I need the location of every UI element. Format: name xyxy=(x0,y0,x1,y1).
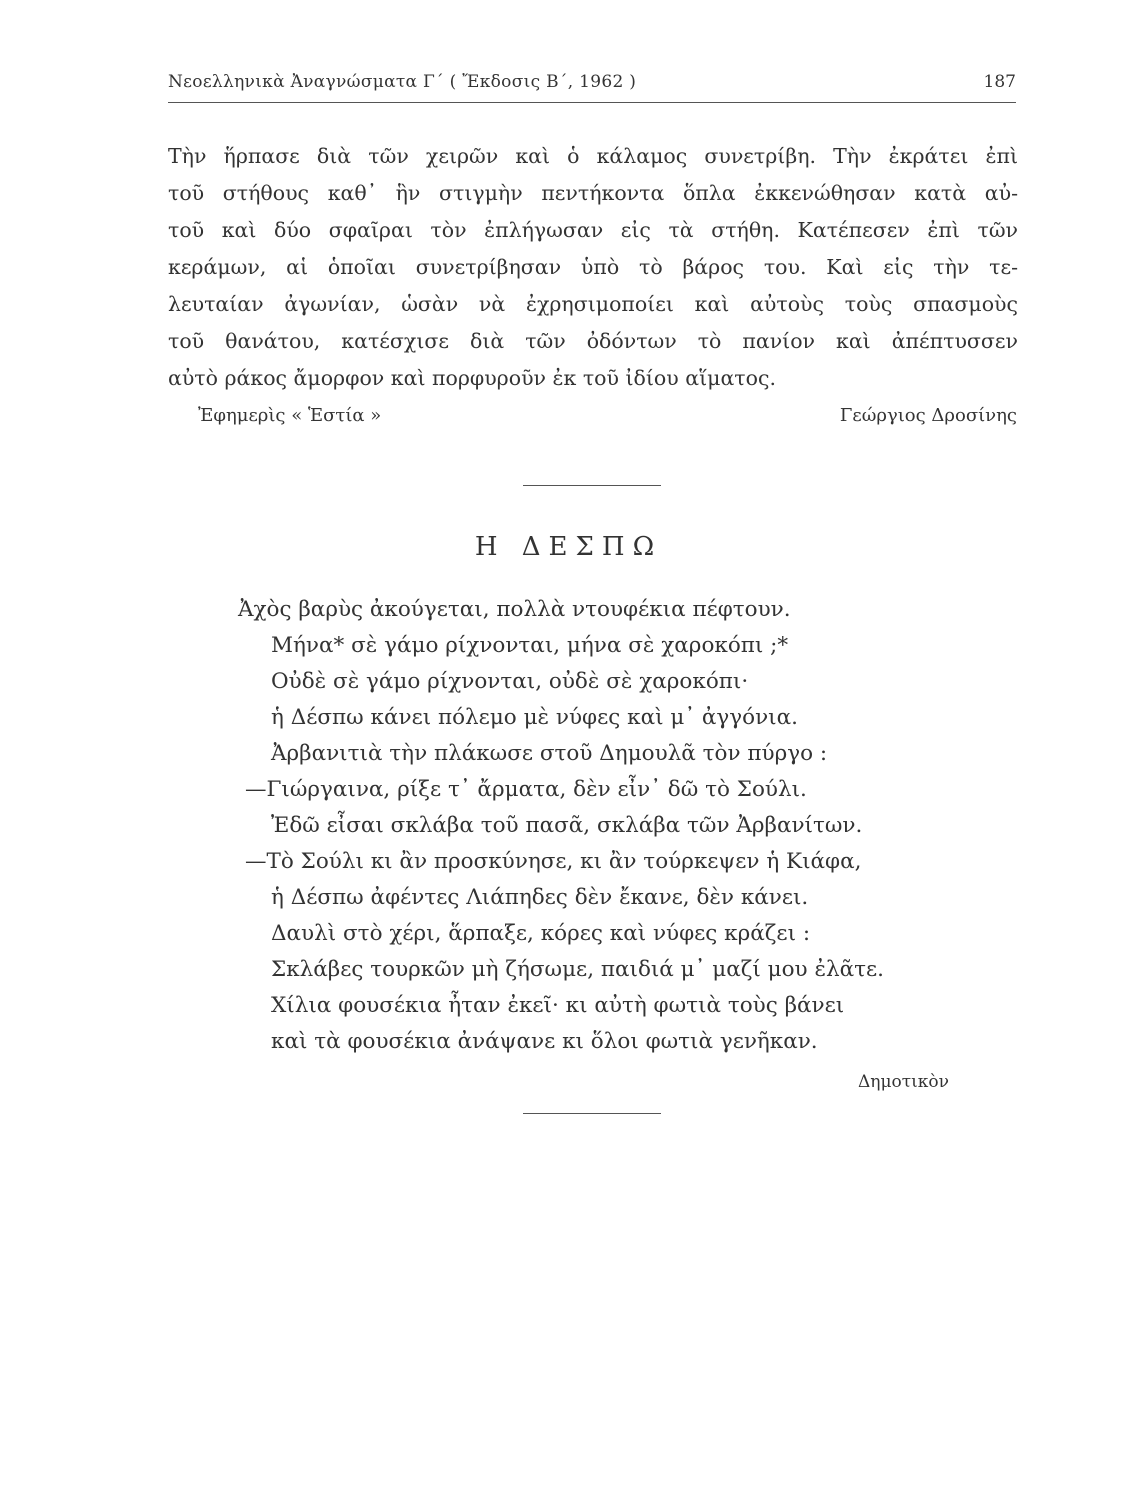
poem-title: Η ΔΕΣΠΩ xyxy=(474,532,663,562)
prose-line: κεράμων, αἱ ὁποῖαι συνετρίβησαν ὑπὸ τὸ βάρος του. Καὶ εἰς τὴν τε- xyxy=(168,255,1018,279)
poem-line: καὶ τὰ φουσέκια ἀνάψανε κι ὅλοι φωτιὰ γενῆκαν. xyxy=(271,1029,818,1054)
prose-paragraph xyxy=(168,138,1018,397)
page-number: 187 xyxy=(983,72,1016,92)
poem-line: —Γιώργαινα, ρίξε τ᾿ ἄρματα, δὲν εἶν᾿ δῶ τὸ Σούλι. xyxy=(245,777,807,802)
author-attribution: Γεώργιος Δροσίνης xyxy=(839,405,1017,426)
page-header xyxy=(168,72,1016,103)
prose-line: Τὴν ἥρπασε διὰ τῶν χειρῶν καὶ ὁ κάλαμος συνετρίβη. Τὴν ἐκράτει ἐπὶ xyxy=(168,144,1018,168)
prose-line: τοῦ θανάτου, κατέσχισε διὰ τῶν ὀδόντων τὸ πανίον καὶ ἀπέπτυσσεν xyxy=(168,329,1018,353)
poem-line: Δαυλὶ στὸ χέρι, ἅρπαξε, κόρες καὶ νύφες κράζει : xyxy=(271,921,811,946)
poem-line: Ἀρβανιτιὰ τὴν πλάκωσε στοῦ Δημουλᾶ τὸν πύργο : xyxy=(271,741,828,766)
section-divider xyxy=(523,1113,661,1114)
poem-line: Ἐδῶ εἶσαι σκλάβα τοῦ πασᾶ, σκλάβα τῶν Ἀρβανίτων. xyxy=(271,813,863,838)
poem-credit: Δημοτικὸν xyxy=(857,1072,949,1092)
section-divider xyxy=(523,485,661,486)
prose-line: λευταίαν ἀγωνίαν, ὡσὰν νὰ ἐχρησιμοποίει καὶ αὐτοὺς τοὺς σπασμοὺς xyxy=(168,292,1018,316)
poem-line: Χίλια φουσέκια ἦταν ἐκεῖ· κι αὐτὴ φωτιὰ τοὺς βάνει xyxy=(271,993,845,1018)
poem-line: ἡ Δέσπω κάνει πόλεμο μὲ νύφες καὶ μ᾿ ἀγγόνια. xyxy=(271,705,798,730)
source-attribution: Ἐφημερὶς « Ἑστία » xyxy=(198,405,382,426)
running-title: Νεοελληνικὰ Ἀναγνώσματα Γ΄ ( Ἔκδοσις Β΄, 1962 ) xyxy=(168,72,637,92)
prose-line: αὐτὸ ράκος ἄμορφον καὶ πορφυροῦν ἐκ τοῦ ἰδίου αἵματος. xyxy=(168,366,776,390)
poem-line: Σκλάβες τουρκῶν μὴ ζήσωμε, παιδιά μ᾿ μαζί μου ἐλᾶτε. xyxy=(271,957,885,982)
poem-line: Οὐδὲ σὲ γάμο ρίχνονται, οὐδὲ σὲ χαροκόπι· xyxy=(271,669,749,694)
poem-line: —Τὸ Σούλι κι ἂν προσκύνησε, κι ἂν τούρκεψεν ἡ Κιάφα, xyxy=(245,849,862,874)
poem-line: Ἀχὸς βαρὺς ἀκούγεται, πολλὰ ντουφέκια πέφτουν. xyxy=(238,597,791,622)
prose-line: τοῦ καὶ δύο σφαῖραι τὸν ἐπλήγωσαν εἰς τὰ στήθη. Κατέπεσεν ἐπὶ τῶν xyxy=(168,218,1018,242)
poem-line: ἡ Δέσπω ἀφέντες Λιάπηδες δὲν ἔκανε, δὲν κάνει. xyxy=(271,885,809,910)
prose-line: τοῦ στήθους καθ᾿ ἣν στιγμὴν πεντήκοντα ὅπλα ἐκκενώθησαν κατὰ αὐ- xyxy=(168,181,1018,205)
poem-line: Μήνα* σὲ γάμο ρίχνονται, μήνα σὲ χαροκόπι ;* xyxy=(271,633,789,658)
